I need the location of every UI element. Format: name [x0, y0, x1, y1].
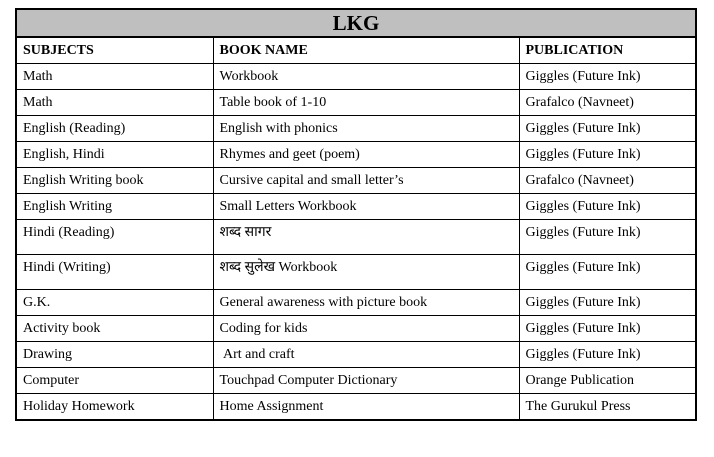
book-name-cell: English with phonics: [213, 116, 519, 142]
book-name-cell: शब्द सुलेख Workbook: [213, 255, 519, 290]
book-name-cell: Cursive capital and small letter’s: [213, 168, 519, 194]
publication-cell: Giggles (Future Ink): [519, 64, 696, 90]
subject-cell: Hindi (Writing): [16, 255, 213, 290]
table-row: [16, 316, 696, 342]
publication-cell: Giggles (Future Ink): [519, 220, 696, 255]
book-name-cell: Coding for kids: [213, 316, 519, 342]
subject-cell: Drawing: [16, 342, 213, 368]
lkg-booklist-table: [15, 8, 697, 421]
publication-cell: Giggles (Future Ink): [519, 316, 696, 342]
publication-cell: Giggles (Future Ink): [519, 290, 696, 316]
book-name-cell: Touchpad Computer Dictionary: [213, 368, 519, 394]
subject-cell: Math: [16, 64, 213, 90]
book-name-cell: Table book of 1-10: [213, 90, 519, 116]
publication-cell: Grafalco (Navneet): [519, 168, 696, 194]
table-row: [16, 255, 696, 290]
column-header-publication: PUBLICATION: [519, 37, 696, 64]
publication-cell: Giggles (Future Ink): [519, 116, 696, 142]
book-name-cell: General awareness with picture book: [213, 290, 519, 316]
publication-cell: Grafalco (Navneet): [519, 90, 696, 116]
subject-cell: Hindi (Reading): [16, 220, 213, 255]
publication-cell: Giggles (Future Ink): [519, 255, 696, 290]
column-header-subjects: SUBJECTS: [16, 37, 213, 64]
subject-cell: G.K.: [16, 290, 213, 316]
table-row: [16, 342, 696, 368]
publication-cell: The Gurukul Press: [519, 394, 696, 421]
table-row: [16, 168, 696, 194]
table-row: [16, 220, 696, 255]
table-row: [16, 194, 696, 220]
table-title-row: [16, 9, 696, 37]
publication-cell: Giggles (Future Ink): [519, 194, 696, 220]
book-name-cell: Workbook: [213, 64, 519, 90]
subject-cell: Activity book: [16, 316, 213, 342]
table-row: [16, 368, 696, 394]
publication-cell: Giggles (Future Ink): [519, 342, 696, 368]
subject-cell: Holiday Homework: [16, 394, 213, 421]
table-row: [16, 142, 696, 168]
book-name-cell: Home Assignment: [213, 394, 519, 421]
column-header-book-name: BOOK NAME: [213, 37, 519, 64]
table-title: LKG: [16, 9, 696, 37]
book-name-cell: Small Letters Workbook: [213, 194, 519, 220]
book-name-cell: Art and craft: [213, 342, 519, 368]
table-body: [16, 64, 696, 421]
table-row: [16, 290, 696, 316]
book-name-cell: शब्द सागर: [213, 220, 519, 255]
table-row: [16, 64, 696, 90]
subject-cell: English Writing book: [16, 168, 213, 194]
table-row: [16, 90, 696, 116]
subject-cell: English (Reading): [16, 116, 213, 142]
subject-cell: English, Hindi: [16, 142, 213, 168]
book-name-cell: Rhymes and geet (poem): [213, 142, 519, 168]
table-row: [16, 116, 696, 142]
publication-cell: Orange Publication: [519, 368, 696, 394]
table-header-row: [16, 37, 696, 64]
publication-cell: Giggles (Future Ink): [519, 142, 696, 168]
table-row: [16, 394, 696, 421]
subject-cell: Computer: [16, 368, 213, 394]
subject-cell: English Writing: [16, 194, 213, 220]
subject-cell: Math: [16, 90, 213, 116]
